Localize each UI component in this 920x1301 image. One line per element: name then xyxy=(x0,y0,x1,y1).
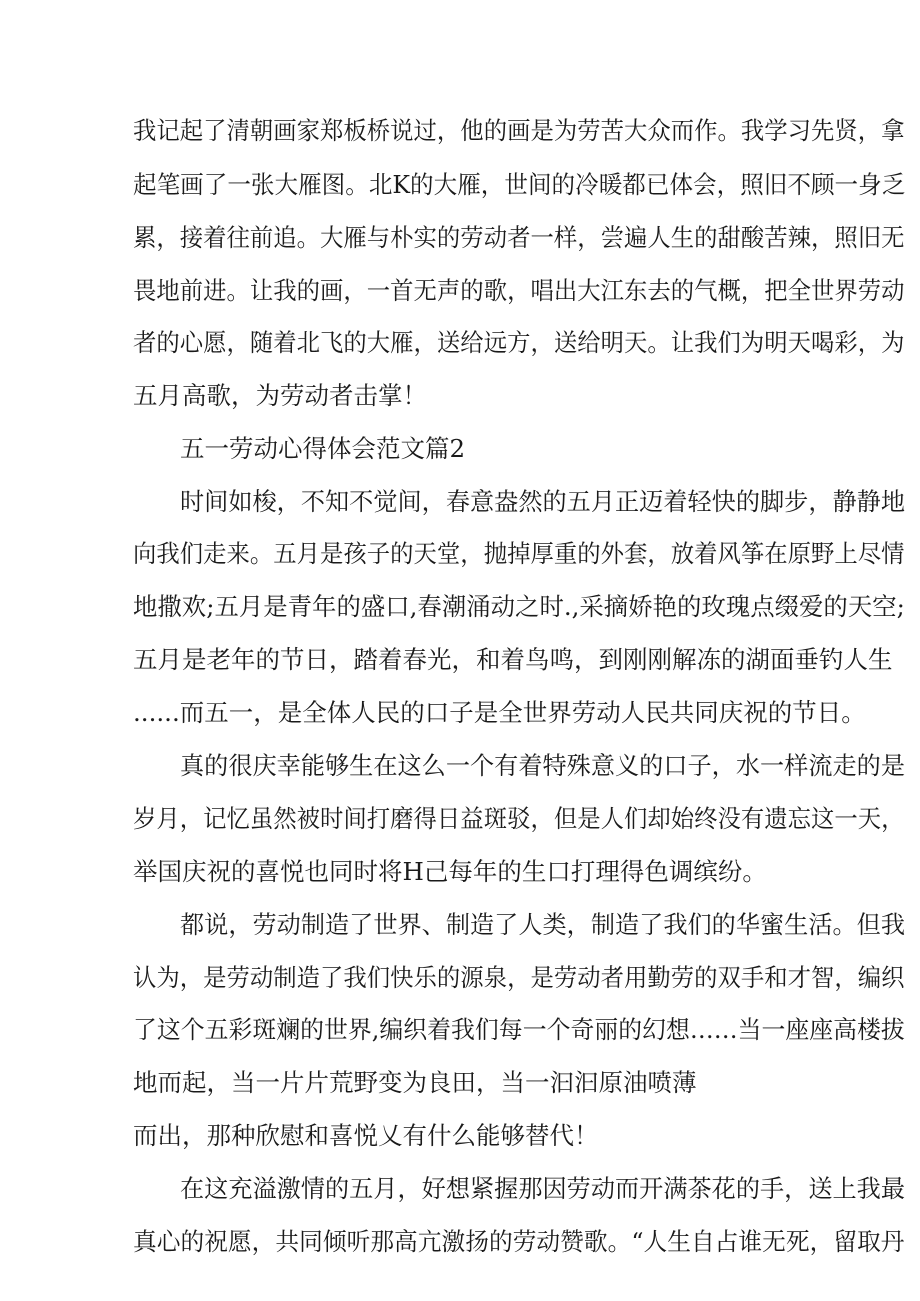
text-line: 真的很庆幸能够生在这么一个有着特殊意义的口子，水一样流走的是 xyxy=(180,751,905,780)
text-line: 五月是老年的节日，踏着春光，和着鸟鸣，到刚刚解冻的湖面垂钓人生 xyxy=(133,645,893,674)
text-line: 五月高歌，为劳动者击掌！ xyxy=(133,381,427,410)
text-line: 向我们走来。五月是孩子的天堂，抛掉厚重的外套，放着风筝在原野上尽情 xyxy=(133,539,905,568)
text-line: 在这充溢激情的五月，好想紧握那因劳动而开满茶花的手，送上我最 xyxy=(180,1174,905,1203)
text-line: 地而起，当一片片荒野变为良田，当一汩汩原油喷薄 xyxy=(133,1068,697,1097)
text-line: 而出，那种欣慰和喜悦乂有什么能够替代！ xyxy=(133,1121,599,1150)
text-line: 地撒欢;五月是青年的盛口,春潮涌动之时.,采摘娇艳的玫瑰点缀爱的天空; xyxy=(133,592,905,621)
text-line: 都说，劳动制造了世界、制造了人类，制造了我们的华蜜生活。但我 xyxy=(180,910,905,939)
text-line: 岁月，记忆虽然被时间打磨得日益斑驳，但是人们却始终没有遗忘这一天， xyxy=(133,804,905,833)
text-line: 时间如梭，不知不觉间，春意盎然的五月正迈着轻快的脚步，静静地 xyxy=(180,487,905,516)
text-line: 真心的祝愿，共同倾听那高亢激扬的劳动赞歌。“人生自占谁无死，留取丹 xyxy=(133,1227,905,1256)
text-line: 起笔画了一张大雁图。北K的大雁，世间的冷暖都已体会，照旧不顾一身乏 xyxy=(133,170,906,199)
text-line: ......而五一，是全体人民的口子是全世界劳动人民共同庆祝的节日。 xyxy=(133,698,866,727)
text-line: 畏地前进。让我的画，一首无声的歌，唱出大江东去的气概，把全世界劳动 xyxy=(133,276,905,305)
text-line: 累，接着往前追。大雁与朴实的劳动者一样，尝遍人生的甜酸苦辣，照旧无 xyxy=(133,223,905,252)
section-heading: 五一劳动心得体会范文篇2 xyxy=(180,434,466,463)
text-line: 认为，是劳动制造了我们快乐的源泉，是劳动者用勤劳的双手和才智，编织 xyxy=(133,963,905,992)
text-line: 举国庆祝的喜悦也同时将H己每年的生口打理得色调缤纷。 xyxy=(133,857,767,886)
text-line: 我记起了清朝画家郑板桥说过，他的画是为劳苦大众而作。我学习先贤，拿 xyxy=(133,116,905,145)
text-line: 了这个五彩斑斓的世界,编织着我们每一个奇丽的幻想……当一座座高楼拔 xyxy=(133,1015,905,1044)
text-line: 者的心愿，随着北飞的大雁，送给远方，送给明天。让我们为明天喝彩，为 xyxy=(133,328,905,357)
